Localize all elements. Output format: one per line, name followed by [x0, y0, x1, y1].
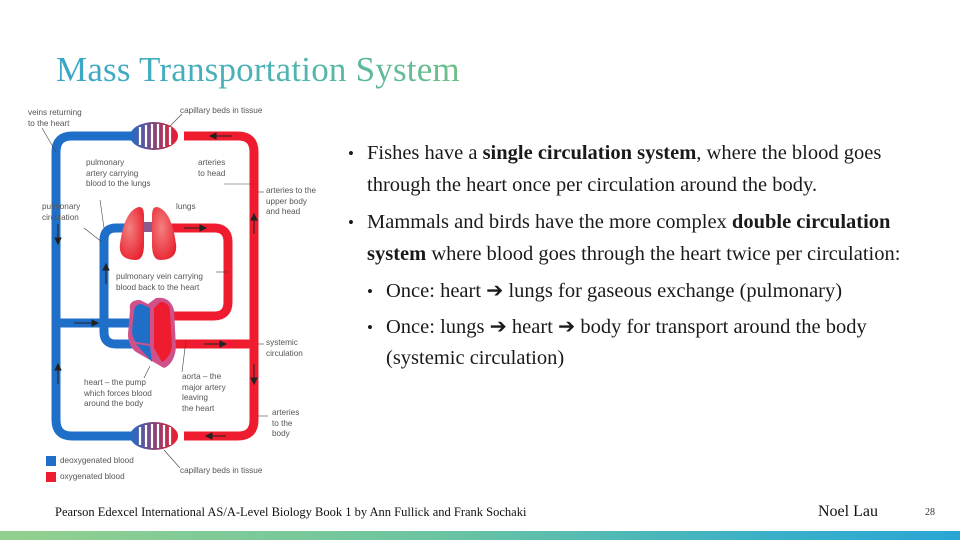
term-single-circulation: single circulation system [482, 142, 697, 164]
bullet-double-circulation: • Mammals and birds have the more complex double circulation system where blood goes through the heart twice per circulation: [348, 207, 928, 270]
label-pulmonary-artery: pulmonary artery carrying blood to the lungs [86, 158, 151, 188]
label-arteries-body: arteries to the body [272, 408, 300, 438]
author-name: Noel Lau [818, 503, 878, 520]
legend-swatch-oxygenated [46, 472, 56, 482]
label-arteries-upper: arteries to the upper body and head [266, 186, 317, 216]
lungs-icon [120, 207, 176, 260]
label-capillary-bottom: capillary beds in tissue [180, 466, 263, 475]
label-capillary-top: capillary beds in tissue [180, 106, 263, 115]
label-systemic-circulation: systemic circulation [266, 338, 303, 358]
legend-oxygenated: oxygenated blood [60, 472, 125, 481]
capillary-top-icon [130, 122, 178, 150]
source-citation: Pearson Edexcel International AS/A-Level Biology Book 1 by Ann Fullick and Frank Sochaki [55, 505, 527, 519]
circulation-diagram [24, 104, 324, 486]
label-pulmonary-circulation: pulmonary circulation [42, 202, 81, 222]
heart-icon [128, 298, 176, 368]
page-number: 28 [925, 507, 935, 518]
bottom-gradient-bar [0, 531, 960, 540]
legend-deoxygenated: deoxygenated blood [60, 456, 134, 465]
slide-title: Mass Transportation System [56, 50, 460, 89]
bullet-single-circulation: • Fishes have a single circulation system, where the blood goes through the heart once per circulation around the body. [348, 138, 928, 201]
sub-bullet-pulmonary: • Once: heart ➔ lungs for gaseous exchange (pulmonary) [367, 276, 928, 308]
label-veins-returning: veins returning to the heart [28, 108, 82, 128]
term-double-circulation: double circulation system [367, 211, 891, 265]
label-aorta: aorta – the major artery leaving the heart [182, 372, 226, 413]
label-pulmonary-vein: pulmonary vein carrying blood back to the heart [116, 272, 203, 292]
slide-content [348, 138, 928, 379]
label-lungs: lungs [176, 202, 196, 211]
label-arteries-head: arteries to head [198, 158, 226, 178]
label-heart-pump: heart – the pump which forces blood around the body [84, 378, 152, 408]
sub-bullet-systemic: • Once: lungs ➔ heart ➔ body for transport around the body (systemic circulation) [367, 312, 928, 375]
legend-swatch-deoxygenated [46, 456, 56, 466]
capillary-bottom-icon [130, 422, 178, 450]
